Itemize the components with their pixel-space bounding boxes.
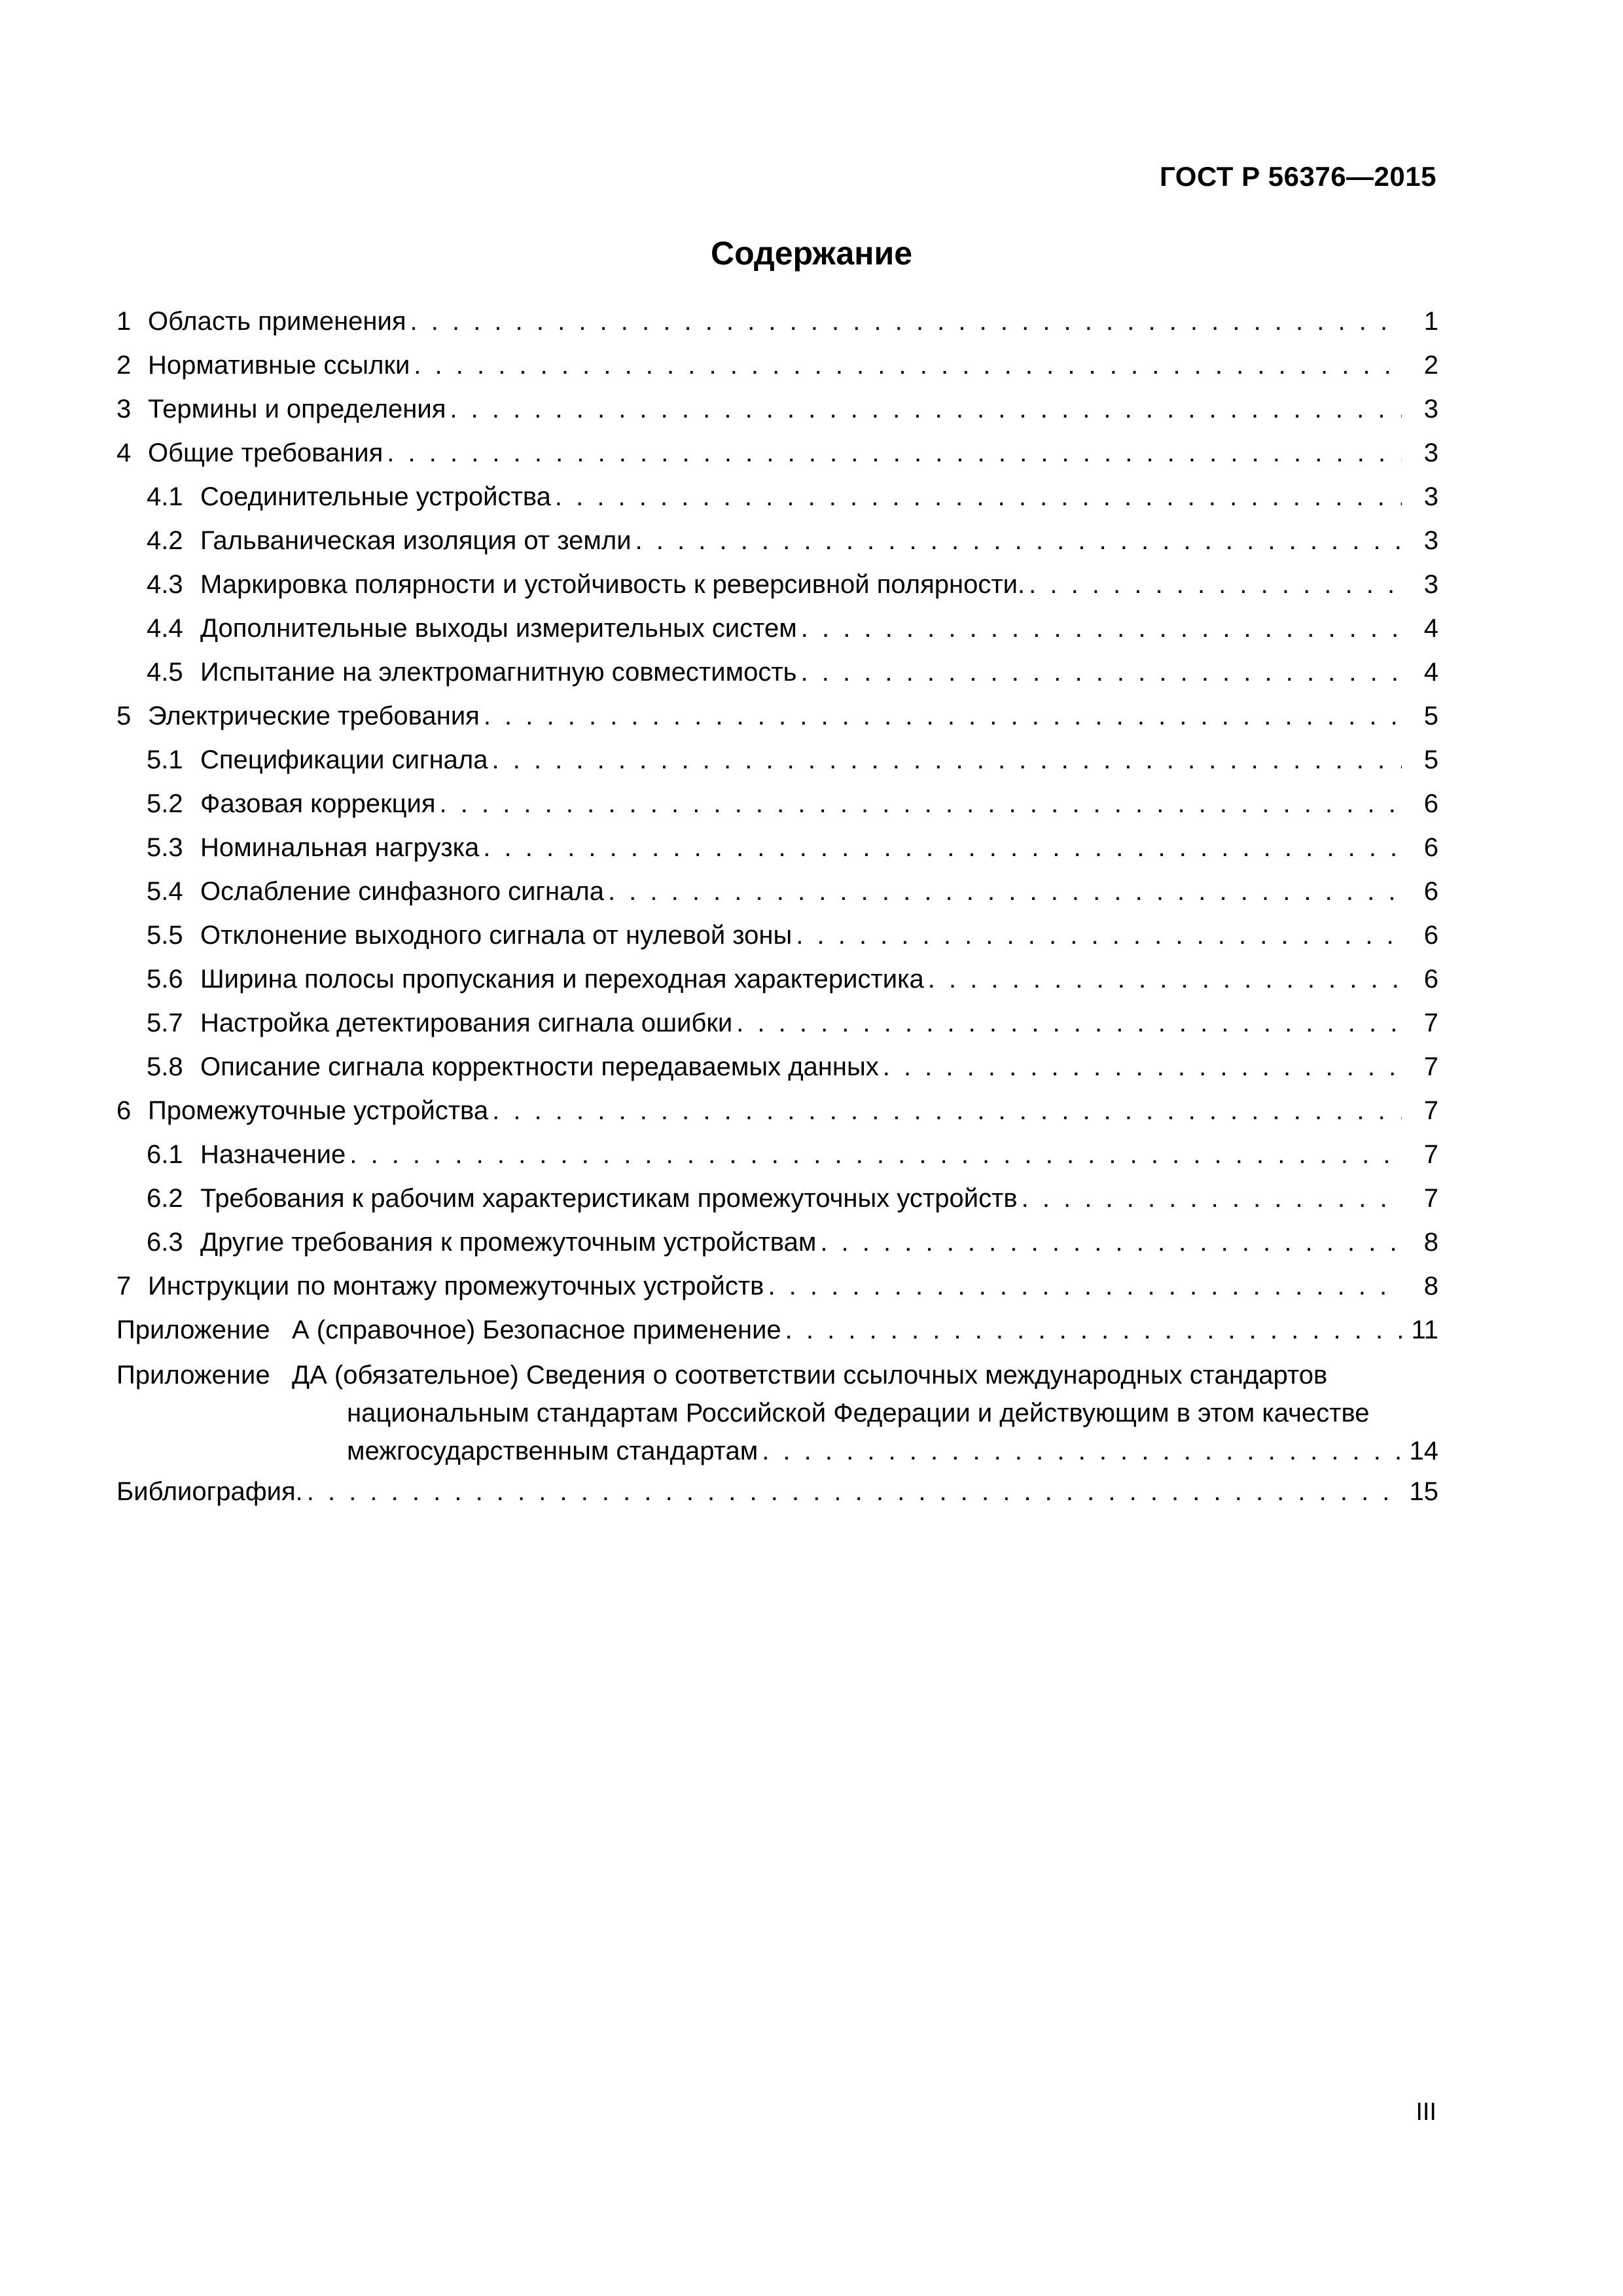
leader-dots [928,958,1402,1001]
toc-entry-page: 14 [1409,1437,1438,1465]
toc-entry-text: Настройка детектирования сигнала ошибки [200,1009,733,1037]
leader-dots [483,826,1402,870]
toc-entry-number: 4.2 [147,526,183,555]
leader-dots [1022,1177,1402,1221]
appendix-da-line-3 [347,1432,1438,1470]
toc-entry-number: 4.1 [147,482,183,511]
toc-entry-page: 6 [1423,965,1438,994]
toc-entry-page: 4 [1423,658,1438,687]
toc-entry[interactable] [116,958,1438,1001]
toc-entry-text: Общие требования [148,439,383,467]
toc-entry[interactable] [116,738,1438,782]
toc-entry-page: 6 [1423,833,1438,862]
toc-entry-text: Термины и определения [148,395,446,423]
toc-entry-text: ДА (обязательное) Сведения о соответствии ссылочных международных стандартов [292,1361,1328,1390]
toc-entry-page: 8 [1423,1228,1438,1257]
appendix-label: Приложение [116,1316,270,1344]
leader-dots [307,1470,1402,1514]
toc-entry-text: Область применения [148,307,406,336]
leader-dots [883,1045,1402,1089]
leader-dots [450,387,1402,431]
toc-entry[interactable] [116,1265,1438,1308]
toc-entry-text: Номинальная нагрузка [200,833,480,862]
toc-entry-page: 3 [1423,482,1438,511]
toc-entry-text: Гальваническая изоляция от земли [200,526,632,555]
toc-entry[interactable] [116,1001,1438,1045]
toc-entry-page: 15 [1409,1477,1438,1506]
toc-entry-number: 4.4 [147,614,183,643]
toc-entry-number: 4.5 [147,658,183,687]
toc-entry[interactable] [116,300,1438,344]
toc-entry[interactable] [116,344,1438,387]
toc-entry[interactable] [116,607,1438,651]
toc-entry-number: 5.3 [147,833,183,862]
toc-entry[interactable] [116,431,1438,475]
leader-dots [785,1308,1402,1352]
toc-entry-text: Фазовая коррекция [200,789,436,818]
toc-entry-appendix-da[interactable] [116,1356,1438,1470]
toc-entry-number: 5.6 [147,965,183,994]
toc-entry-number: 3 [116,395,132,423]
toc-entry-page: 5 [1423,745,1438,774]
toc-entry-text: Промежуточные устройства [148,1096,489,1125]
toc-entry-text: Ширина полосы пропускания и переходная характеристика [200,965,924,994]
leader-dots [492,738,1402,782]
toc-entry-number: 1 [116,307,132,336]
toc-entry-text: Соединительные устройства [200,482,551,511]
toc-entry[interactable] [116,914,1438,958]
toc-entry-text: Другие требования к промежуточным устройствам [200,1228,817,1257]
toc-entry-text: Ослабление синфазного сигнала [200,877,604,906]
toc-entry[interactable] [116,519,1438,563]
leader-dots [635,519,1402,563]
toc-entry-page: 7 [1423,1052,1438,1081]
toc-entry-text: Спецификации сигнала [200,745,488,774]
leader-dots [484,694,1402,738]
toc-entry-page: 7 [1423,1096,1438,1125]
toc-entry-page: 2 [1423,351,1438,380]
toc-entry-page: 6 [1423,789,1438,818]
toc-entry-number: 2 [116,351,132,380]
leader-dots [492,1089,1402,1133]
leader-dots [736,1001,1402,1045]
toc-entry[interactable] [116,870,1438,914]
toc-entry-number: 4 [116,439,132,467]
leader-dots [1029,563,1402,607]
toc-entry[interactable] [116,1133,1438,1177]
toc-entry-page: 6 [1423,877,1438,906]
toc-entry-page: 7 [1423,1184,1438,1213]
leader-dots [820,1221,1402,1265]
toc-entry-page: 3 [1423,439,1438,467]
toc-entry-text: Отклонение выходного сигнала от нулевой зоны [200,921,793,950]
toc-entry[interactable] [116,1045,1438,1089]
leader-dots [796,914,1402,958]
toc-entry-page: 11 [1411,1316,1438,1344]
toc-entry-number: 5.7 [147,1009,183,1037]
toc-entry-number: 5.8 [147,1052,183,1081]
toc-entry-number: 5.1 [147,745,183,774]
toc-items [116,300,1438,1308]
toc-entry[interactable] [116,1177,1438,1221]
leader-dots [555,475,1402,519]
toc-entry-number: 5.4 [147,877,183,906]
toc-entry-page: 4 [1423,614,1438,643]
toc-entry-number: 5.5 [147,921,183,950]
toc-entry[interactable] [116,387,1438,431]
toc-entry-number: 7 [116,1272,132,1300]
toc-entry-page: 7 [1423,1009,1438,1037]
toc-entry[interactable] [116,563,1438,607]
toc-entry-text-cont: национальным стандартам Российской Федерации и действующим в этом качестве [347,1399,1370,1427]
toc-entry-text: А (справочное) Безопасное применение [292,1316,781,1344]
leader-dots [440,782,1402,826]
toc-entry[interactable] [116,694,1438,738]
toc-entry[interactable] [116,475,1438,519]
page-number: III [1416,2098,1436,2126]
leader-dots [801,651,1402,694]
leader-dots [349,1133,1402,1177]
leader-dots [414,344,1402,387]
appendix-label: Приложение [116,1361,270,1390]
toc-entry-text: Инструкции по монтажу промежуточных устройств [148,1272,764,1300]
leader-dots [410,300,1402,344]
toc-entry-number: 6 [116,1096,132,1125]
toc-entry-text: Электрические требования [148,702,480,730]
toc-entry-page: 3 [1423,526,1438,555]
table-of-contents [116,300,1438,1514]
toc-entry-number: 5 [116,702,132,730]
toc-entry-text: Библиография. [116,1477,303,1506]
toc-entry-number: 6.2 [147,1184,183,1213]
toc-entry[interactable] [116,1221,1438,1265]
leader-dots [768,1265,1402,1308]
toc-entry[interactable] [116,1089,1438,1133]
toc-entry-text: Требования к рабочим характеристикам промежуточных устройств [200,1184,1018,1213]
appendix-da-line-2 [347,1394,1438,1432]
toc-entry[interactable] [116,826,1438,870]
leader-dots [762,1432,1402,1470]
toc-entry-page: 1 [1423,307,1438,336]
toc-entry-text: Назначение [200,1140,346,1169]
toc-entry-text: Нормативные ссылки [148,351,410,380]
leader-dots [387,431,1402,475]
leader-dots [801,607,1402,651]
toc-entry-number: 4.3 [147,570,183,599]
toc-entry-page: 8 [1423,1272,1438,1300]
toc-entry-text: Описание сигнала корректности передаваемых данных [200,1052,879,1081]
toc-entry-text: Маркировка полярности и устойчивость к реверсивной полярности. [200,570,1026,599]
toc-entry-text: Испытание на электромагнитную совместимость [200,658,797,687]
appendix-da-line-1 [116,1356,1438,1394]
toc-entry-text: Дополнительные выходы измерительных систем [200,614,797,643]
toc-entry-number: 5.2 [147,789,183,818]
toc-entry-appendix-a[interactable] [116,1308,1438,1352]
toc-entry-page: 7 [1423,1140,1438,1169]
toc-entry-page: 3 [1423,570,1438,599]
toc-entry-number: 6.3 [147,1228,183,1257]
toc-entry-page: 3 [1423,395,1438,423]
document-code: ГОСТ Р 56376—2015 [1160,161,1436,192]
toc-entry-text-cont: межгосударственным стандартам [347,1437,758,1465]
toc-entry-page: 5 [1423,702,1438,730]
toc-entry[interactable] [116,782,1438,826]
toc-entry[interactable] [116,651,1438,694]
leader-dots [608,870,1402,914]
toc-title: Содержание [710,235,913,272]
toc-entry-number: 6.1 [147,1140,183,1169]
toc-entry-page: 6 [1423,921,1438,950]
toc-entry-bibliography[interactable] [116,1470,1438,1514]
